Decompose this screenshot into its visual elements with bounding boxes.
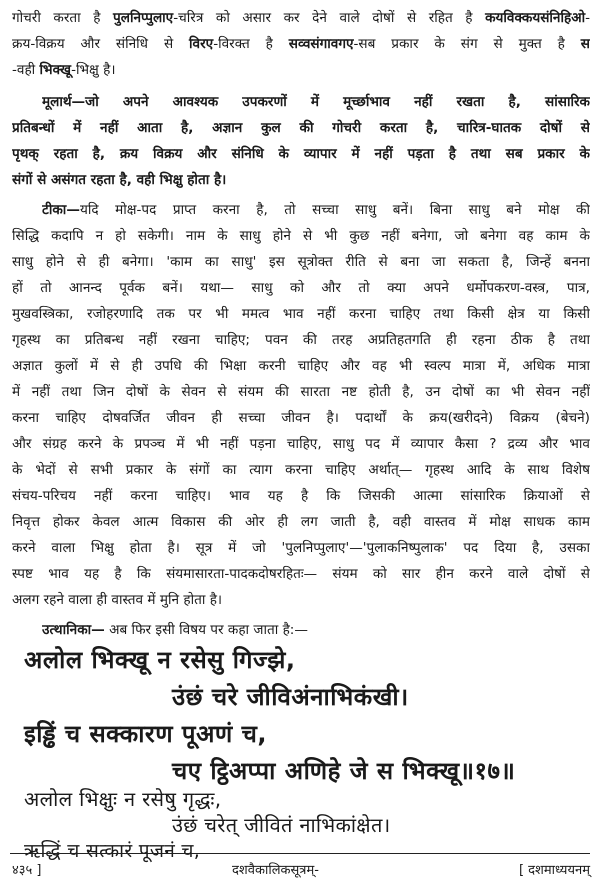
teeka-line: में नहीं तथा जिन दोषों के सेवन से संयम की सारता नष्ट होती है, उन दोषों का भी सेवन नहीं <box>12 384 590 400</box>
text-run: गोचरी करता है <box>12 10 114 26</box>
teeka-line: निवृत्त होकर केवल आत्म विकास की ओर ही लग जाती है, वही वास्तव में मोक्ष साधक काम <box>12 514 590 530</box>
prakrit-verse-line: अलोल भिक्खू न रसेसु गिज्झे, <box>24 646 296 674</box>
teeka-line: गृहस्थ का प्रतिबन्ध नहीं रखना चाहिए; पवन की तरह अप्रतिहतगति ही रहना ठीक है तथा <box>12 332 590 348</box>
utthanika-line <box>42 618 590 642</box>
teeka-line: हों तो आनन्द पूर्वक बनें। यथा— साधु को और तो क्या अपने धर्मोपकरण-वस्त्र, पात्र, <box>12 280 590 296</box>
bold-term: भिक्खू <box>39 62 72 78</box>
chapter-name: [ दशमाध्ययनम् <box>518 863 590 878</box>
footer-rule <box>10 853 590 854</box>
utthanika-text: अब फिर इसी विषय पर कहा जाता है:— <box>109 622 308 638</box>
page-number: ४३५ ] <box>12 863 42 878</box>
bold-term: विरए <box>189 36 214 52</box>
book-title: दशवैकालिकसूत्रम्- <box>232 863 319 878</box>
sanskrit-verse-line: अलोल भिक्षुः न रसेषु गृद्धः, <box>24 787 222 811</box>
sanskrit-verse-line: उंछं चरेत् जीवितं नाभिकांक्षेत। <box>172 813 391 837</box>
text-run: - <box>585 10 590 26</box>
moolarth-line: मूलार्थ—जो अपने आवश्यक उपकरणों में मूर्च्छाभाव नहीं रखता है, सांसारिक <box>42 94 590 110</box>
bold-term: कयविक्कयसंनिहिओ <box>485 10 586 26</box>
teeka-line: साधु होने से ही बनेगा। 'काम का साधु' इस सूत्रोक्त रीति से बना जा सकता है, जिन्हें बनना <box>12 254 590 270</box>
text-run: -भिक्षु है। <box>71 62 116 78</box>
teeka-line: संचय-परिचय नहीं करना चाहिए। भाव यह है कि जिसकी आत्मा सांसारिक क्रियाओं से <box>12 488 590 504</box>
teeka-line: मुखवस्त्रिका, रजोहरणादि तक पर भी ममत्व भाव नहीं करना चाहिए तथा किसी क्षेत्र या किसी <box>12 306 590 322</box>
bold-term: स <box>580 36 590 52</box>
teeka-line: के भेदों से सभी प्रकार के संगों का त्याग करना चाहिए अर्थात्— गृहस्थ आदि के साथ विशेष <box>12 462 590 478</box>
body-line <box>12 32 590 56</box>
text-run: -सब प्रकार के संग से मुक्त है <box>353 36 581 52</box>
moolarth-line: प्रतिबन्धों में नहीं आता है, अज्ञान कुल की गोचरी करता है, चारित्र-घातक दोषों से <box>12 120 590 136</box>
text-run: -चरित्र को असार कर देने वाले दोषों से रहित है <box>173 10 486 26</box>
text-run: क्रय-विक्रय और संनिधि से <box>12 36 190 52</box>
moolarth-line: पृथक् रहता है, क्रय विक्रय और संनिधि के व्यापार में नहीं पड़ता है तथा सब प्रकार के <box>12 146 590 162</box>
teeka-text: यदि मोक्ष-पद प्राप्त करना है, तो सच्चा साधु बनें। बिना साधु बने मोक्ष की <box>79 202 590 218</box>
utthanika-label: उत्थानिका— <box>42 622 105 638</box>
bold-term: पुलनिप्पुलाए <box>113 10 174 26</box>
teeka-label: टीका— <box>42 202 80 218</box>
teeka-line: करने वाला भिक्षु होता है। सूत्र में जो 'पुलनिप्पुलाए'—'पुलाकनिष्पुलाक' पद दिया है, उसका <box>12 540 590 556</box>
moolarth-line: संगों से असंगत रहता है, वही भिक्षु होता है। <box>12 172 227 188</box>
teeka-line: अज्ञात कुलों में से ही उपधि की भिक्षा करनी चाहिए और वह भी स्वल्प मात्रा में, अधिक मात्रा <box>12 358 590 374</box>
text-run: -वही <box>12 62 40 78</box>
prakrit-verse-line: चए ट्ठिअप्पा अणिहे जे स भिक्खू॥१७॥ <box>172 757 516 785</box>
prakrit-verse-line: इड्ढिं च सक्कारण पूअणं च, <box>24 720 267 748</box>
bold-term: सव्वसंगावगए <box>288 36 354 52</box>
teeka-line: स्पष्ट भाव यह है कि संयमासारता-पादकदोषरहितः— संयम को सार हीन करने वाले दोषों से <box>12 566 590 582</box>
teeka-line: और संग्रह करने के प्रपञ्च में भी नहीं पड़ना चाहिए, साधु पद में व्यापार कैसा ? द्रव्य और भाव <box>12 436 590 452</box>
teeka-line: अलग रहने वाला ही वास्तव में मुनि होता है। <box>12 592 223 608</box>
text-run: -विरक्त है <box>213 36 289 52</box>
teeka-line: सिद्धि कदापि न हो सकेगी। नाम के साधु होने से भी कुछ नहीं बनेगा, जो बनेगा वह काम के <box>12 228 590 244</box>
body-line <box>12 58 590 82</box>
prakrit-verse-line: उंछं चरे जीविअंनाभिकंखी। <box>172 683 409 711</box>
sanskrit-verse-line: ऋद्धिं च सत्कारं पूजनं च, <box>24 840 201 862</box>
teeka-line: करना चाहिए दोषवर्जित जीवन ही सच्चा जीवन है। पदार्थों के क्रय(खरीदने) विक्रय (बेचने) <box>12 410 590 426</box>
teeka-first-line <box>42 198 590 222</box>
body-line <box>12 6 590 30</box>
